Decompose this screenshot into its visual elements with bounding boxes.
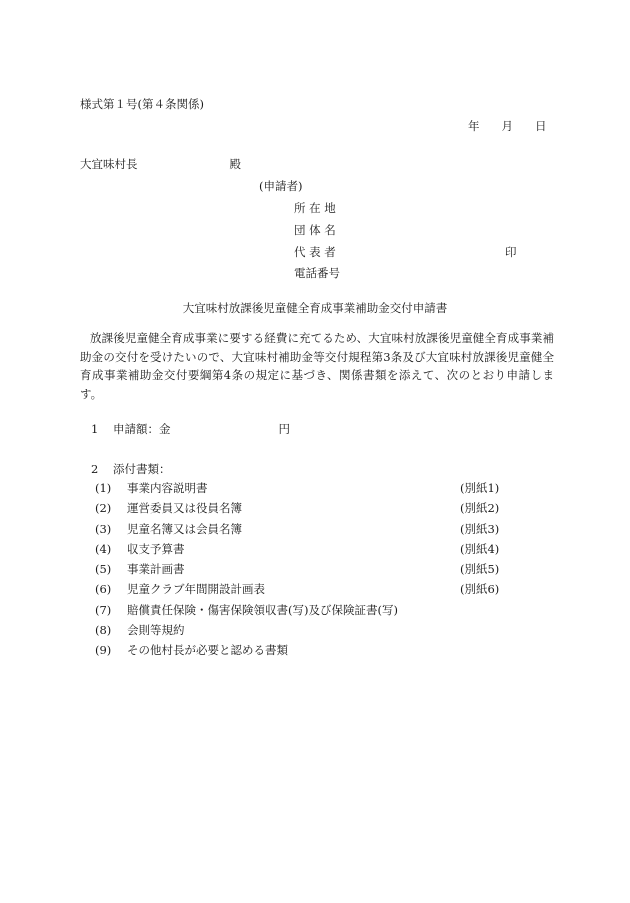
addressee bbox=[80, 156, 241, 172]
attachment-index: (2) bbox=[95, 501, 112, 516]
phone-label: 電話番号 bbox=[294, 266, 340, 280]
body-paragraph: 放課後児童健全育成事業に要する経費に充てるため、大宜味村放課後児童健全育成事業補助金の交付を受けたいので、大宜味村補助金等交付規程第3条及び大宜味村放課後児童健全育成事業補助金交付要綱第4条の規定に基づき、関係書類を添えて、次のとおり申請します。 bbox=[80, 331, 554, 401]
amount-number: 1 bbox=[91, 422, 99, 436]
attachment-ref: (別紙1) bbox=[460, 481, 500, 495]
attachment-item bbox=[95, 559, 515, 579]
date-day-label: 日 bbox=[535, 119, 547, 133]
attachment-ref: (別紙3) bbox=[460, 521, 500, 536]
attachment-index: (4) bbox=[95, 541, 112, 556]
attachment-index: (8) bbox=[95, 623, 112, 638]
attachment-index: (1) bbox=[95, 481, 112, 495]
attachment-item bbox=[95, 600, 515, 620]
attachment-index: (6) bbox=[95, 582, 112, 597]
applicant-heading: (申請者) bbox=[259, 179, 303, 193]
attachments-list bbox=[95, 478, 515, 661]
attachment-index: (3) bbox=[95, 521, 112, 536]
attachment-item bbox=[95, 519, 515, 539]
addressee-honorific: 殿 bbox=[229, 157, 241, 171]
attachment-item bbox=[95, 478, 515, 498]
seal-mark: 印 bbox=[505, 245, 517, 259]
addressee-name: 大宜味村長 bbox=[80, 157, 138, 171]
attachment-name: 事業計画書 bbox=[127, 562, 185, 577]
attachment-ref: (別紙5) bbox=[460, 562, 500, 577]
organization-label: 団 体 名 bbox=[294, 223, 336, 237]
attachment-name: 児童名簿又は会員名簿 bbox=[127, 521, 242, 536]
attachment-ref: (別紙4) bbox=[460, 541, 500, 556]
attachments-heading-label: 添付書類： bbox=[113, 462, 171, 476]
amount-row bbox=[91, 421, 290, 437]
attachment-index: (5) bbox=[95, 562, 112, 577]
attachment-item bbox=[95, 640, 515, 660]
attachments-number: 2 bbox=[91, 462, 99, 476]
amount-label: 申請額：金 bbox=[113, 422, 171, 436]
attachment-name: 児童クラブ年間開設計画表 bbox=[127, 582, 265, 597]
attachment-item bbox=[95, 539, 515, 559]
attachment-index: (9) bbox=[95, 643, 112, 658]
attachment-item bbox=[95, 620, 515, 640]
attachment-name: その他村長が必要と認める書類 bbox=[127, 643, 288, 658]
attachment-name: 収支予算書 bbox=[127, 541, 185, 556]
attachment-index: (7) bbox=[95, 602, 112, 617]
attachment-name: 会則等規約 bbox=[127, 623, 185, 638]
attachment-name: 運営委員又は役員名簿 bbox=[127, 501, 242, 516]
attachment-name: 事業内容説明書 bbox=[127, 481, 208, 495]
date-year-label: 年 bbox=[468, 119, 480, 133]
amount-unit: 円 bbox=[278, 422, 290, 436]
attachment-ref: (別紙6) bbox=[460, 582, 500, 597]
attachment-name: 賠償責任保険・傷害保険領収書(写)及び保険証書(写) bbox=[127, 602, 398, 617]
attachment-item bbox=[95, 498, 515, 518]
date-month-label: 月 bbox=[501, 119, 513, 133]
document-title: 大宜味村放課後児童健全育成事業補助金交付申請書 bbox=[182, 301, 448, 315]
address-label: 所 在 地 bbox=[294, 201, 336, 215]
attachment-item bbox=[95, 579, 515, 599]
representative-label: 代 表 者 bbox=[294, 245, 336, 259]
form-number: 様式第１号(第４条関係) bbox=[80, 97, 204, 111]
attachment-ref: (別紙2) bbox=[460, 501, 500, 516]
attachments-heading bbox=[91, 461, 171, 477]
date-line bbox=[468, 118, 547, 134]
